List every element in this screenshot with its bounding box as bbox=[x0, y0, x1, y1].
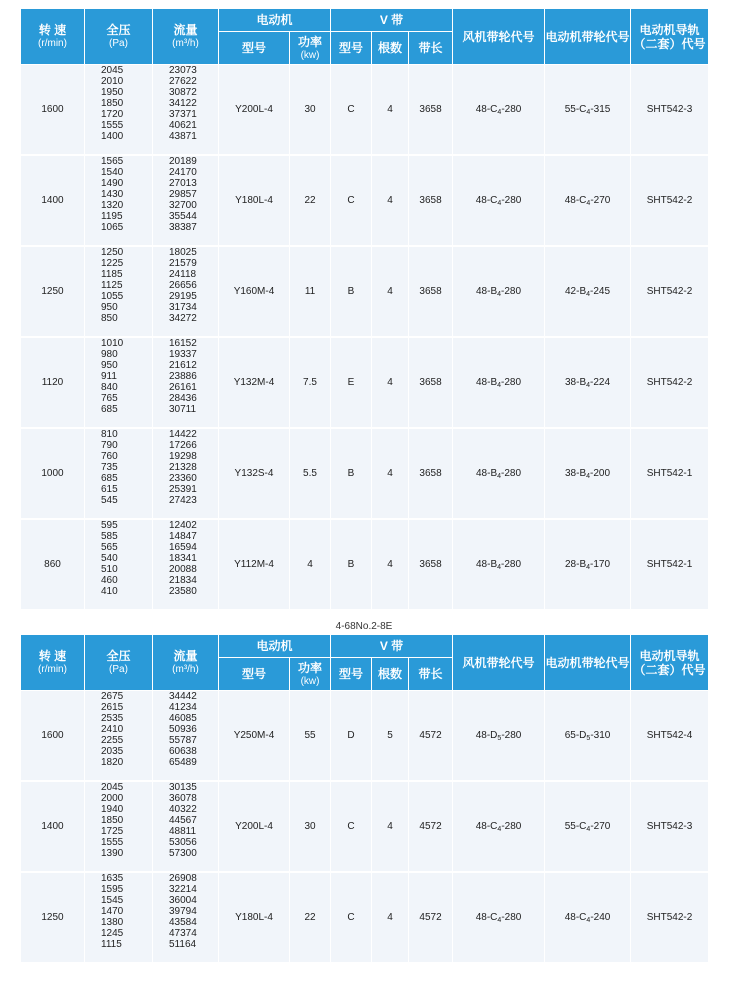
pressure-value: 1430 bbox=[101, 189, 124, 200]
flow-value: 26908 bbox=[169, 873, 197, 884]
flow-value: 40322 bbox=[169, 804, 197, 815]
pressure-list bbox=[85, 691, 153, 782]
flow-value: 23360 bbox=[169, 473, 197, 484]
pressure-value: 545 bbox=[101, 495, 118, 506]
belt-count-cell: 4 bbox=[372, 519, 409, 610]
pressure-value: 840 bbox=[101, 382, 118, 393]
rail-cell: SHT542-2 bbox=[631, 337, 709, 428]
flow-value: 14422 bbox=[169, 429, 197, 440]
speed-group bbox=[21, 691, 709, 782]
belt-count-cell: 4 bbox=[372, 781, 409, 872]
pressure-value: 585 bbox=[101, 531, 118, 542]
col-rail-header: 电动机导轨（二套）代号 bbox=[631, 9, 709, 65]
belt-model-cell: C bbox=[331, 155, 372, 246]
flow-value: 24118 bbox=[169, 269, 197, 280]
rail-cell: SHT542-2 bbox=[631, 155, 709, 246]
table-row bbox=[21, 337, 709, 428]
pressure-value: 810 bbox=[101, 429, 118, 440]
motor-pulley-cell: $38-B_4-224$ bbox=[545, 337, 631, 428]
flow-value: 43584 bbox=[169, 917, 197, 928]
pressure-value: 540 bbox=[101, 553, 118, 564]
pressure-list bbox=[85, 872, 153, 963]
pressure-value: 1490 bbox=[101, 178, 124, 189]
belt-length-cell: 4572 bbox=[409, 781, 453, 872]
pressure-value: 1115 bbox=[101, 939, 122, 950]
pressure-value: 1185 bbox=[101, 269, 123, 280]
pressure-value: 2615 bbox=[101, 702, 124, 713]
motor-model-cell: Y160M-4 bbox=[219, 246, 290, 337]
pressure-value: 1635 bbox=[101, 873, 124, 884]
flow-value: 30872 bbox=[169, 87, 197, 98]
rail-cell: SHT542-2 bbox=[631, 246, 709, 337]
speed-cell: 1120 bbox=[21, 337, 85, 428]
flow-value: 27013 bbox=[169, 178, 197, 189]
pressure-value: 1545 bbox=[101, 895, 124, 906]
flow-value: 32700 bbox=[169, 200, 197, 211]
pressure-list bbox=[85, 519, 153, 610]
flow-value: 21328 bbox=[169, 462, 197, 473]
speed-cell: 1000 bbox=[21, 428, 85, 519]
power-cell: 30 bbox=[290, 65, 331, 156]
fan-pulley-cell: $48-D_5-280$ bbox=[453, 691, 545, 782]
flow-value: 29195 bbox=[169, 291, 197, 302]
pressure-value: 1245 bbox=[101, 928, 124, 939]
flow-value: 29857 bbox=[169, 189, 197, 200]
motor-pulley-cell: $48-C_4-270$ bbox=[545, 155, 631, 246]
flow-value: 46085 bbox=[169, 713, 197, 724]
flow-value: 28436 bbox=[169, 393, 197, 404]
vbelt-group-header: V 带 bbox=[331, 635, 453, 658]
motor-group-header: 电动机 bbox=[219, 9, 331, 32]
flow-value: 47374 bbox=[169, 928, 197, 939]
fan-pulley-cell: $48-B_4-280$ bbox=[453, 519, 545, 610]
power-cell: 11 bbox=[290, 246, 331, 337]
motor-pulley-cell: $55-C_4-315$ bbox=[545, 65, 631, 156]
flow-list bbox=[153, 428, 219, 519]
fan-pulley-cell: $48-C_4-280$ bbox=[453, 155, 545, 246]
flow-value: 21834 bbox=[169, 575, 197, 586]
flow-value: 30135 bbox=[169, 782, 197, 793]
pressure-value: 790 bbox=[101, 440, 118, 451]
flow-value: 27423 bbox=[169, 495, 197, 506]
flow-value: 23073 bbox=[169, 65, 197, 76]
motor-pulley-cell: $42-B_4-245$ bbox=[545, 246, 631, 337]
belt-model-cell: C bbox=[331, 872, 372, 963]
pressure-value: 2010 bbox=[101, 76, 124, 87]
spec-table-2 bbox=[20, 634, 709, 964]
rail-cell: SHT542-3 bbox=[631, 65, 709, 156]
pressure-value: 911 bbox=[101, 371, 117, 382]
spec-table-1 bbox=[20, 8, 709, 611]
belt-length-cell: 3658 bbox=[409, 246, 453, 337]
motor-model-cell: Y250M-4 bbox=[219, 691, 290, 782]
motor-model-cell: Y200L-4 bbox=[219, 781, 290, 872]
col-motor-model-header: 型号 bbox=[219, 32, 290, 65]
flow-value: 36078 bbox=[169, 793, 197, 804]
pressure-value: 1555 bbox=[101, 120, 124, 131]
pressure-value: 2045 bbox=[101, 782, 124, 793]
pressure-list bbox=[85, 155, 153, 246]
flow-value: 35544 bbox=[169, 211, 197, 222]
flow-value: 34272 bbox=[169, 313, 197, 324]
pressure-value: 2045 bbox=[101, 65, 124, 76]
rail-cell: SHT542-3 bbox=[631, 781, 709, 872]
speed-group bbox=[21, 781, 709, 872]
motor-model-cell: Y180L-4 bbox=[219, 872, 290, 963]
col-pressure-header: 全压 (Pa) bbox=[85, 635, 153, 691]
flow-value: 32214 bbox=[169, 884, 197, 895]
flow-list bbox=[153, 65, 219, 156]
pressure-value: 1555 bbox=[101, 837, 124, 848]
pressure-value: 980 bbox=[101, 349, 118, 360]
flow-value: 34442 bbox=[169, 691, 197, 702]
flow-value: 23580 bbox=[169, 586, 197, 597]
motor-pulley-cell: $65-D_5-310$ bbox=[545, 691, 631, 782]
pressure-list bbox=[85, 781, 153, 872]
pressure-value: 2000 bbox=[101, 793, 124, 804]
table-row bbox=[21, 691, 709, 782]
col-power-header: 功率 (kw) bbox=[290, 32, 331, 65]
belt-model-cell: B bbox=[331, 428, 372, 519]
pressure-value: 685 bbox=[101, 473, 118, 484]
speed-group bbox=[21, 337, 709, 428]
flow-value: 40621 bbox=[169, 120, 197, 131]
pressure-value: 850 bbox=[101, 313, 118, 324]
flow-value: 55787 bbox=[169, 735, 197, 746]
pressure-value: 735 bbox=[101, 462, 118, 473]
belt-length-cell: 4572 bbox=[409, 872, 453, 963]
vbelt-group-header: V 带 bbox=[331, 9, 453, 32]
belt-model-cell: B bbox=[331, 519, 372, 610]
rail-cell: SHT542-4 bbox=[631, 691, 709, 782]
motor-model-cell: Y112M-4 bbox=[219, 519, 290, 610]
flow-value: 31734 bbox=[169, 302, 197, 313]
pressure-value: 1540 bbox=[101, 167, 124, 178]
belt-length-cell: 3658 bbox=[409, 519, 453, 610]
speed-group bbox=[21, 428, 709, 519]
motor-model-cell: Y180L-4 bbox=[219, 155, 290, 246]
col-belt-count-header: 根数 bbox=[372, 32, 409, 65]
pressure-value: 1850 bbox=[101, 98, 124, 109]
flow-value: 37371 bbox=[169, 109, 197, 120]
pressure-value: 595 bbox=[101, 520, 118, 531]
table-row bbox=[21, 155, 709, 246]
belt-count-cell: 4 bbox=[372, 337, 409, 428]
flow-list bbox=[153, 781, 219, 872]
pressure-value: 1820 bbox=[101, 757, 124, 768]
motor-group-header: 电动机 bbox=[219, 635, 331, 658]
rail-cell: SHT542-1 bbox=[631, 428, 709, 519]
pressure-list bbox=[85, 428, 153, 519]
speed-group bbox=[21, 519, 709, 610]
belt-count-cell: 4 bbox=[372, 872, 409, 963]
col-motor-pulley-header: 电动机带轮代号 bbox=[545, 9, 631, 65]
flow-value: 60638 bbox=[169, 746, 197, 757]
flow-value: 20189 bbox=[169, 156, 197, 167]
col-fan-pulley-header: 风机带轮代号 bbox=[453, 9, 545, 65]
motor-model-cell: Y132S-4 bbox=[219, 428, 290, 519]
belt-length-cell: 3658 bbox=[409, 428, 453, 519]
speed-cell: 1250 bbox=[21, 872, 85, 963]
col-belt-count-header: 根数 bbox=[372, 658, 409, 691]
col-flow-header: 流量 (m³/h) bbox=[153, 9, 219, 65]
flow-value: 43871 bbox=[169, 131, 197, 142]
speed-cell: 1600 bbox=[21, 65, 85, 156]
belt-count-cell: 4 bbox=[372, 155, 409, 246]
motor-model-cell: Y200L-4 bbox=[219, 65, 290, 156]
pressure-value: 950 bbox=[101, 360, 118, 371]
pressure-value: 1010 bbox=[101, 338, 124, 349]
pressure-value: 1850 bbox=[101, 815, 124, 826]
col-speed-header: 转 速 (r/min) bbox=[21, 9, 85, 65]
power-cell: 5.5 bbox=[290, 428, 331, 519]
flow-list bbox=[153, 337, 219, 428]
flow-value: 16152 bbox=[169, 338, 197, 349]
flow-value: 39794 bbox=[169, 906, 197, 917]
belt-length-cell: 3658 bbox=[409, 337, 453, 428]
power-cell: 55 bbox=[290, 691, 331, 782]
col-speed-header: 转 速 (r/min) bbox=[21, 635, 85, 691]
flow-value: 14847 bbox=[169, 531, 197, 542]
pressure-value: 2535 bbox=[101, 713, 124, 724]
flow-value: 21579 bbox=[169, 258, 197, 269]
pressure-value: 1470 bbox=[101, 906, 124, 917]
table-row bbox=[21, 519, 709, 610]
flow-list bbox=[153, 155, 219, 246]
col-flow-header: 流量 (m³/h) bbox=[153, 635, 219, 691]
flow-value: 41234 bbox=[169, 702, 197, 713]
col-power-header: 功率 (kw) bbox=[290, 658, 331, 691]
pressure-value: 460 bbox=[101, 575, 118, 586]
pressure-value: 1125 bbox=[101, 280, 123, 291]
table-2-caption: 4-68No.2-8E bbox=[335, 621, 393, 632]
flow-value: 50936 bbox=[169, 724, 197, 735]
pressure-value: 1390 bbox=[101, 848, 124, 859]
belt-model-cell: D bbox=[331, 691, 372, 782]
belt-length-cell: 4572 bbox=[409, 691, 453, 782]
pressure-value: 1195 bbox=[101, 211, 123, 222]
flow-value: 18341 bbox=[169, 553, 197, 564]
pressure-value: 1065 bbox=[101, 222, 124, 233]
pressure-value: 1320 bbox=[101, 200, 124, 211]
motor-pulley-cell: $48-C_4-240$ bbox=[545, 872, 631, 963]
pressure-value: 1940 bbox=[101, 804, 124, 815]
pressure-value: 1380 bbox=[101, 917, 124, 928]
flow-value: 53056 bbox=[169, 837, 197, 848]
flow-value: 23886 bbox=[169, 371, 197, 382]
pressure-value: 2675 bbox=[101, 691, 124, 702]
flow-value: 20088 bbox=[169, 564, 197, 575]
pressure-value: 685 bbox=[101, 404, 118, 415]
pressure-value: 760 bbox=[101, 451, 118, 462]
pressure-value: 765 bbox=[101, 393, 118, 404]
speed-group bbox=[21, 872, 709, 963]
belt-count-cell: 4 bbox=[372, 65, 409, 156]
fan-pulley-cell: $48-B_4-280$ bbox=[453, 337, 545, 428]
flow-value: 26161 bbox=[169, 382, 197, 393]
table-row bbox=[21, 872, 709, 963]
flow-value: 36004 bbox=[169, 895, 197, 906]
pressure-value: 2035 bbox=[101, 746, 124, 757]
pressure-value: 410 bbox=[101, 586, 118, 597]
col-pressure-header: 全压 (Pa) bbox=[85, 9, 153, 65]
rail-cell: SHT542-2 bbox=[631, 872, 709, 963]
fan-pulley-cell: $48-C_4-280$ bbox=[453, 872, 545, 963]
belt-model-cell: C bbox=[331, 781, 372, 872]
pressure-value: 1950 bbox=[101, 87, 124, 98]
flow-value: 34122 bbox=[169, 98, 197, 109]
motor-pulley-cell: $28-B_4-170$ bbox=[545, 519, 631, 610]
speed-cell: 1600 bbox=[21, 691, 85, 782]
flow-list bbox=[153, 246, 219, 337]
flow-value: 25391 bbox=[169, 484, 197, 495]
belt-count-cell: 4 bbox=[372, 428, 409, 519]
table-row bbox=[21, 246, 709, 337]
motor-pulley-cell: $55-C_4-270$ bbox=[545, 781, 631, 872]
fan-pulley-cell: $48-C_4-280$ bbox=[453, 65, 545, 156]
col-belt-length-header: 带长 bbox=[409, 658, 453, 691]
flow-value: 48811 bbox=[169, 826, 197, 837]
col-motor-pulley-header: 电动机带轮代号 bbox=[545, 635, 631, 691]
pressure-value: 510 bbox=[101, 564, 118, 575]
flow-list bbox=[153, 872, 219, 963]
flow-value: 19337 bbox=[169, 349, 197, 360]
belt-model-cell: C bbox=[331, 65, 372, 156]
pressure-list bbox=[85, 65, 153, 156]
rail-cell: SHT542-1 bbox=[631, 519, 709, 610]
fan-pulley-cell: $48-C_4-280$ bbox=[453, 781, 545, 872]
speed-cell: 1400 bbox=[21, 155, 85, 246]
col-rail-header: 电动机导轨（二套）代号 bbox=[631, 635, 709, 691]
pressure-value: 1565 bbox=[101, 156, 124, 167]
power-cell: 30 bbox=[290, 781, 331, 872]
col-motor-model-header: 型号 bbox=[219, 658, 290, 691]
flow-value: 12402 bbox=[169, 520, 197, 531]
belt-length-cell: 3658 bbox=[409, 155, 453, 246]
pressure-value: 565 bbox=[101, 542, 118, 553]
col-belt-model-header: 型号 bbox=[331, 32, 372, 65]
belt-count-cell: 5 bbox=[372, 691, 409, 782]
pressure-value: 1720 bbox=[101, 109, 124, 120]
col-fan-pulley-header: 风机带轮代号 bbox=[453, 635, 545, 691]
speed-group bbox=[21, 65, 709, 156]
col-belt-model-header: 型号 bbox=[331, 658, 372, 691]
table-row bbox=[21, 781, 709, 872]
flow-value: 24170 bbox=[169, 167, 197, 178]
col-belt-length-header: 带长 bbox=[409, 32, 453, 65]
pressure-value: 1250 bbox=[101, 247, 124, 258]
pressure-value: 1725 bbox=[101, 826, 124, 837]
pressure-value: 1055 bbox=[101, 291, 124, 302]
belt-length-cell: 3658 bbox=[409, 65, 453, 156]
speed-group bbox=[21, 246, 709, 337]
flow-list bbox=[153, 691, 219, 782]
belt-model-cell: E bbox=[331, 337, 372, 428]
fan-pulley-cell: $48-B_4-280$ bbox=[453, 246, 545, 337]
flow-value: 19298 bbox=[169, 451, 197, 462]
table-row bbox=[21, 428, 709, 519]
pressure-value: 2255 bbox=[101, 735, 124, 746]
motor-pulley-cell: $38-B_4-200$ bbox=[545, 428, 631, 519]
fan-pulley-cell: $48-B_4-280$ bbox=[453, 428, 545, 519]
flow-value: 51164 bbox=[169, 939, 197, 950]
flow-list bbox=[153, 519, 219, 610]
flow-value: 57300 bbox=[169, 848, 197, 859]
flow-value: 26656 bbox=[169, 280, 197, 291]
flow-value: 27622 bbox=[169, 76, 197, 87]
speed-cell: 1400 bbox=[21, 781, 85, 872]
pressure-value: 950 bbox=[101, 302, 118, 313]
flow-value: 18025 bbox=[169, 247, 197, 258]
speed-group bbox=[21, 155, 709, 246]
flow-value: 16594 bbox=[169, 542, 197, 553]
belt-model-cell: B bbox=[331, 246, 372, 337]
flow-value: 21612 bbox=[169, 360, 197, 371]
pressure-list bbox=[85, 246, 153, 337]
pressure-value: 615 bbox=[101, 484, 118, 495]
flow-value: 65489 bbox=[169, 757, 197, 768]
table-row bbox=[21, 65, 709, 156]
power-cell: 22 bbox=[290, 155, 331, 246]
power-cell: 22 bbox=[290, 872, 331, 963]
pressure-value: 2410 bbox=[101, 724, 124, 735]
motor-model-cell: Y132M-4 bbox=[219, 337, 290, 428]
belt-count-cell: 4 bbox=[372, 246, 409, 337]
flow-value: 44567 bbox=[169, 815, 197, 826]
speed-cell: 1250 bbox=[21, 246, 85, 337]
pressure-list bbox=[85, 337, 153, 428]
speed-cell: 860 bbox=[21, 519, 85, 610]
pressure-value: 1225 bbox=[101, 258, 124, 269]
flow-value: 30711 bbox=[169, 404, 197, 415]
power-cell: 4 bbox=[290, 519, 331, 610]
flow-value: 17266 bbox=[169, 440, 197, 451]
power-cell: 7.5 bbox=[290, 337, 331, 428]
pressure-value: 1595 bbox=[101, 884, 124, 895]
pressure-value: 1400 bbox=[101, 131, 124, 142]
flow-value: 38387 bbox=[169, 222, 197, 233]
